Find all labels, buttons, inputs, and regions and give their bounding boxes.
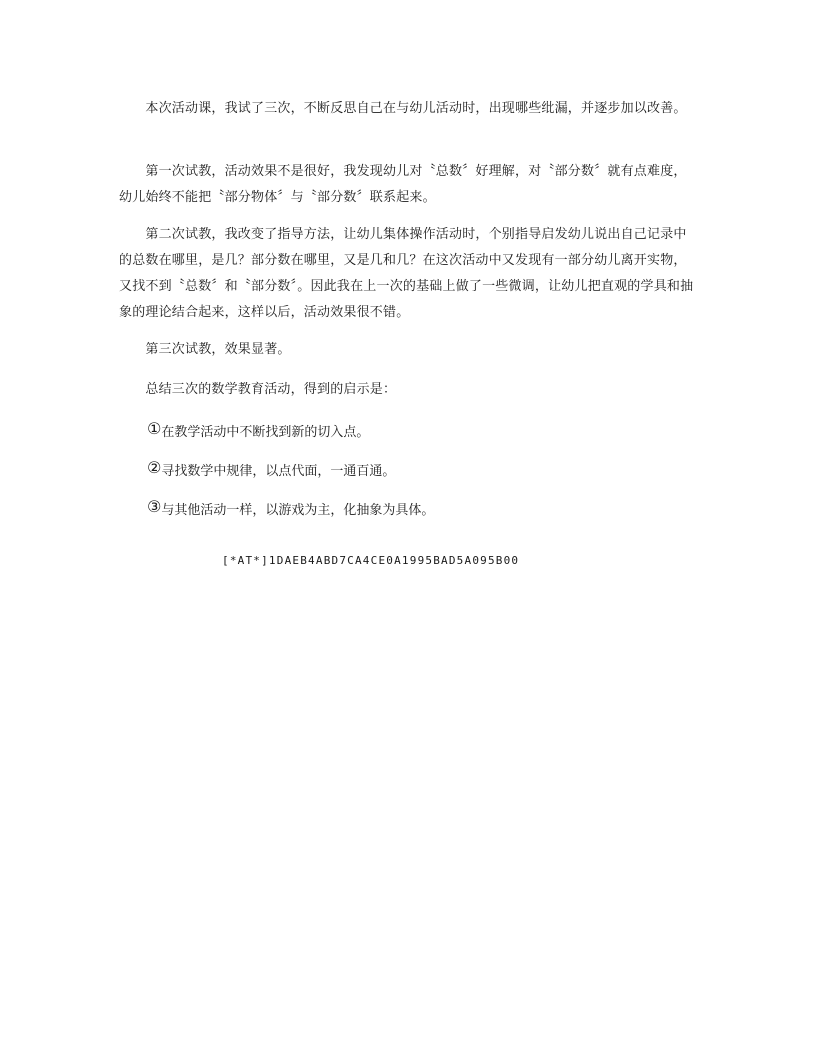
paragraph-reflection-intro: 本次活动课，我试了三次，不断反思自己在与幼儿活动时，出现哪些纰漏，并逐步加以改善。 [119, 101, 687, 116]
document-id-code: [*AT*]1DAEB4ABD7CA4CE0A1995BAD5A095B00 [222, 554, 520, 567]
paragraph-summary-lead: 总结三次的数学教育活动，得到的启示是： [119, 382, 397, 397]
list-item [147, 494, 434, 524]
paragraph-third-trial: 第三次试教，效果显著。 [119, 342, 291, 357]
circled-number-marker: ③ [147, 497, 162, 516]
circled-number-marker: ① [147, 419, 162, 438]
list-item-text: 与其他活动一样，以游戏为主，化抽象为具体。 [161, 503, 435, 518]
paragraph-second-trial: 第二次试教，我改变了指导方法，让幼儿集体操作活动时，个别指导启发幼儿说出自己记录中的总数在哪里，是几？部分数在哪里，又是几和几？在这次活动中又发现有一部分幼儿离开实物，又找不到〝总数〞和〝部分数〞。因此我在上一次的基础上做了一些微调，让幼儿把直观的学具和抽象的理论结合起来，这样以后，活动效果很不错。 [119, 227, 694, 320]
list-item-text: 寻找数学中规律，以点代面，一通百通。 [161, 464, 396, 479]
paragraph-first-trial: 第一次试教，活动效果不是很好，我发现幼儿对〝总数〞好理解，对〝部分数〞就有点难度，幼儿始终不能把〝部分物体〞与〝部分数〞联系起来。 [119, 164, 687, 205]
list-item [147, 455, 395, 485]
list-item [147, 416, 369, 446]
circled-number-marker: ② [147, 458, 162, 477]
list-item-text: 在教学活动中不断找到新的切入点。 [161, 425, 370, 440]
